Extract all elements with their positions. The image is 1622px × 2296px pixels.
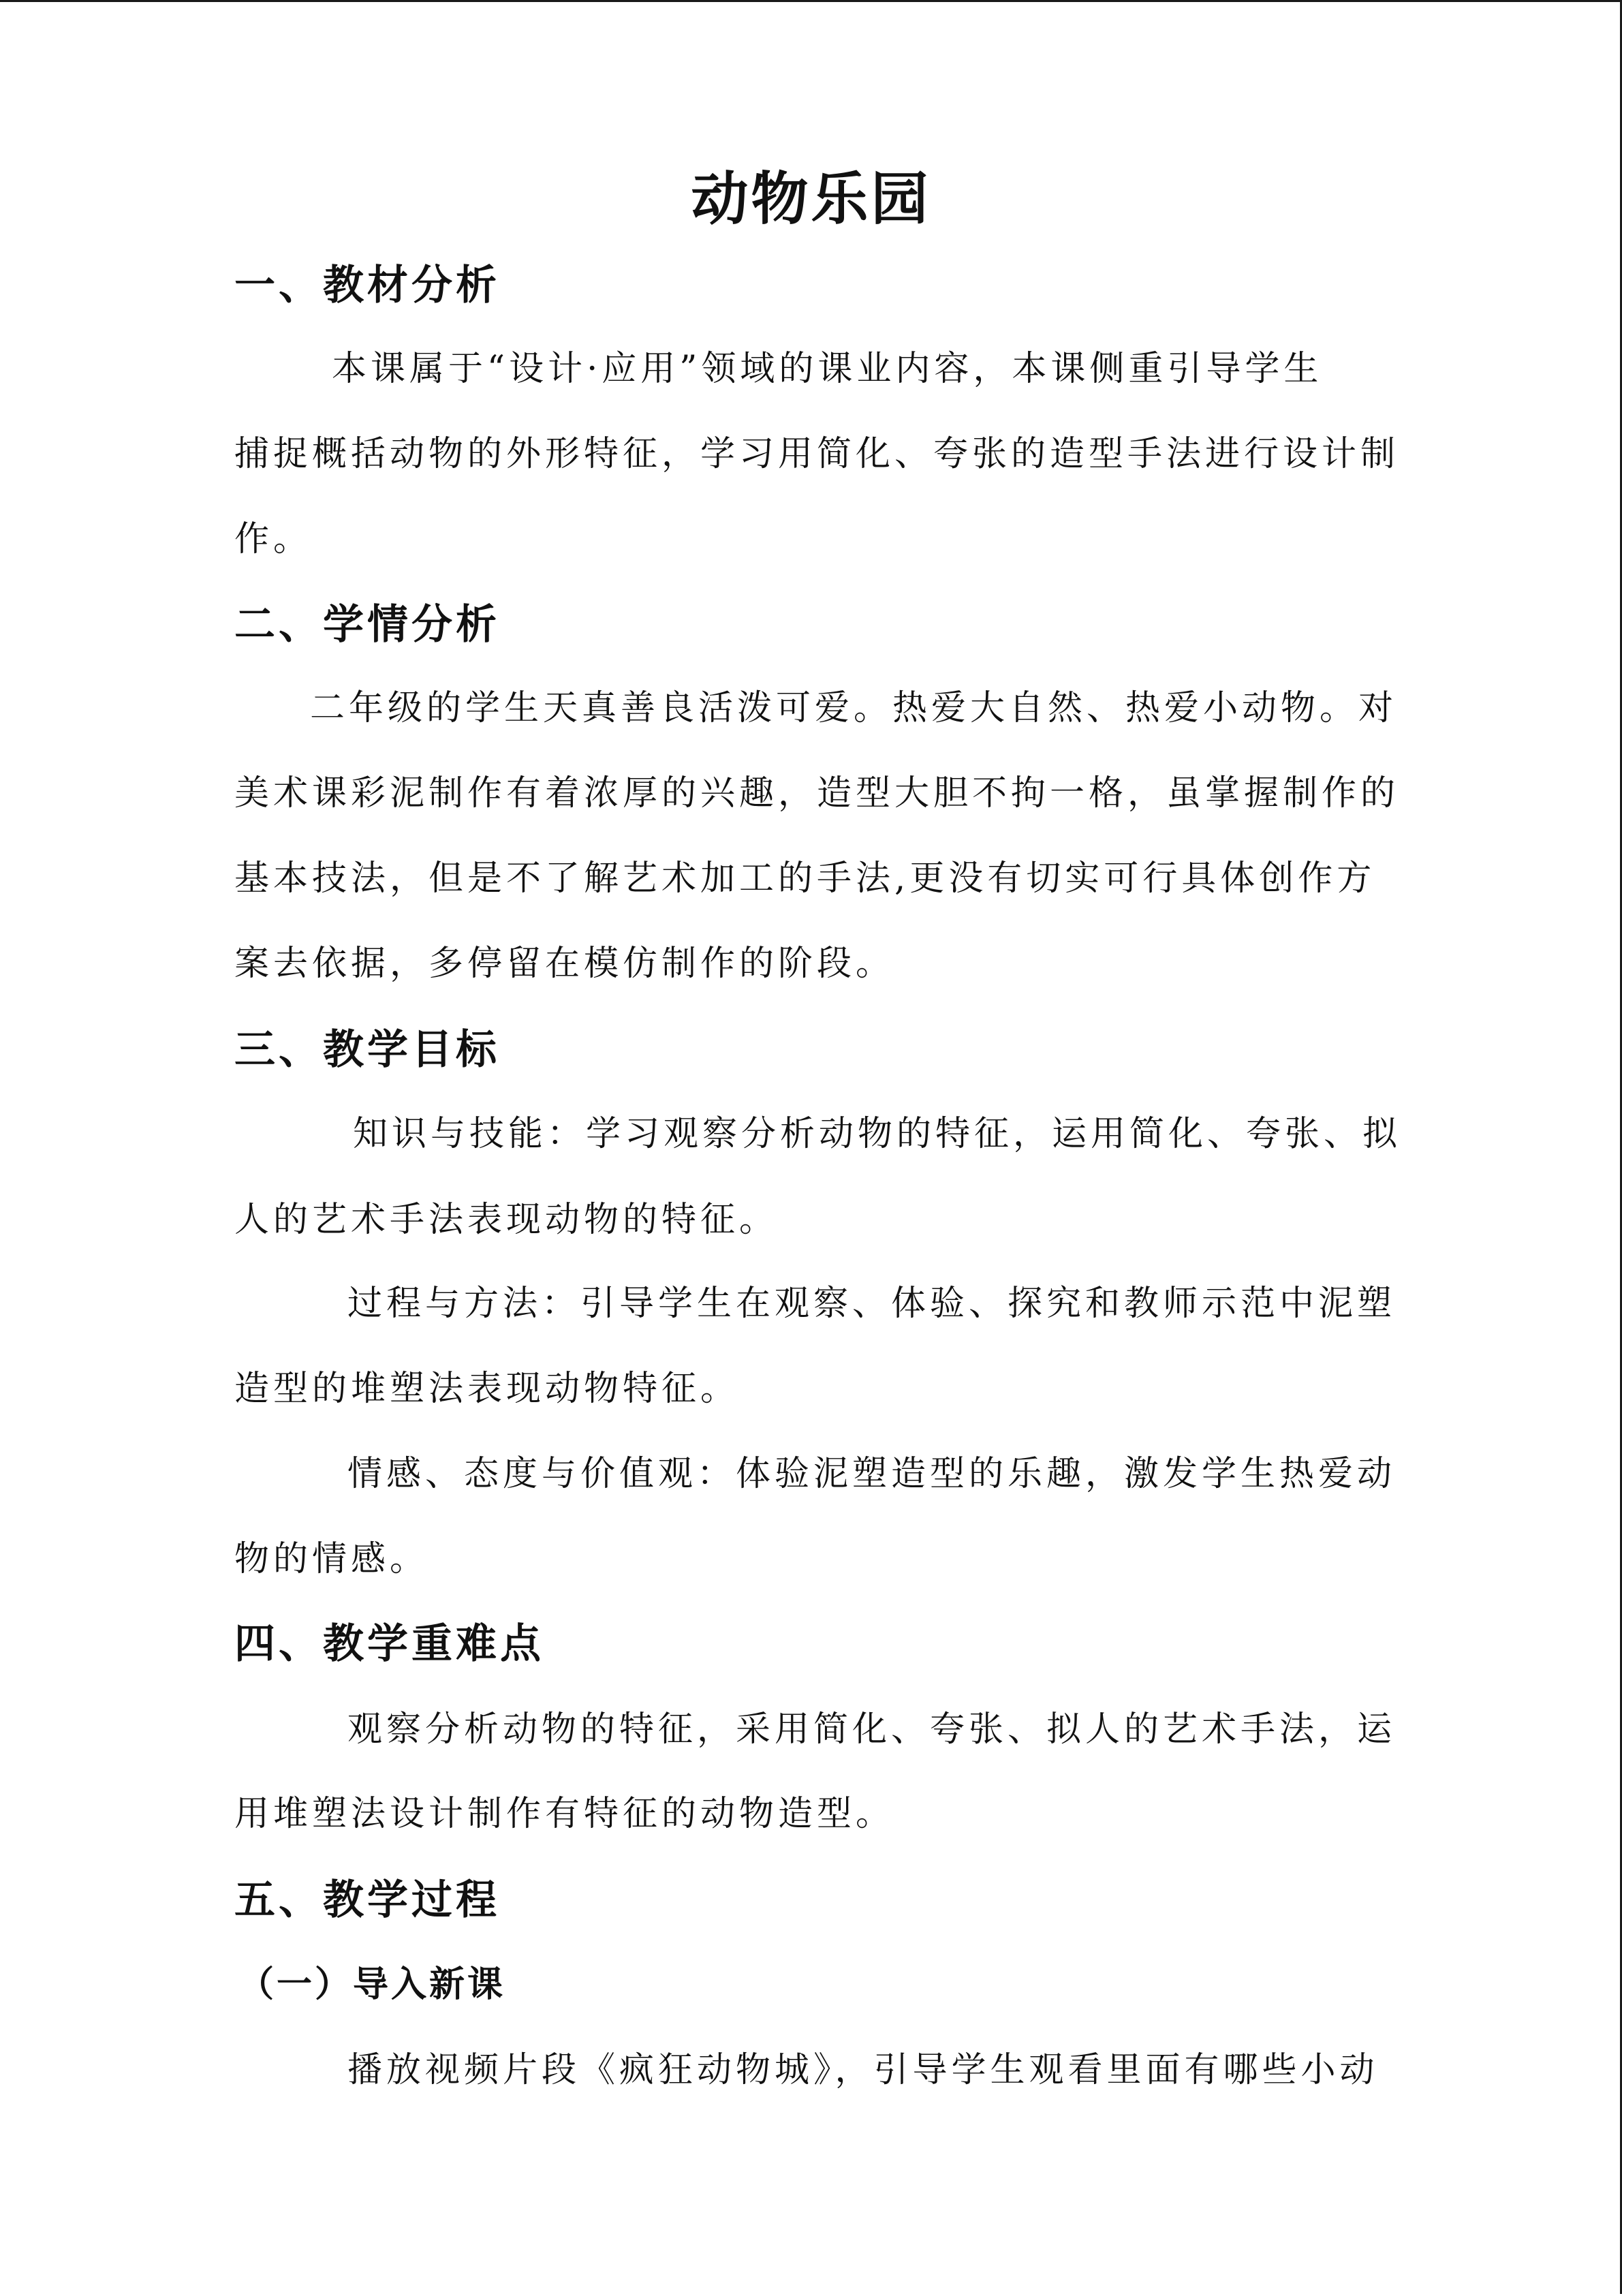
paragraph-line: 观察分析动物的特征，采用简化、夸张、拟人的艺术手法，运	[347, 1709, 1397, 1750]
section-heading-1: 一、教材分析	[234, 262, 500, 309]
paragraph-line: 作。	[234, 519, 313, 559]
section-heading-3: 三、教学目标	[234, 1026, 500, 1074]
paragraph-line: 造型的堆塑法表现动物特征。	[234, 1369, 740, 1409]
section-heading-5: 五、教学过程	[234, 1876, 500, 1924]
paragraph-line: 案去依据，多停留在模仿制作的阶段。	[234, 944, 895, 984]
paragraph-line: 捕捉概括动物的外形特征，学习用简化、夸张的造型手法进行设计制	[234, 434, 1400, 474]
paragraph-line: 用堆塑法设计制作有特征的动物造型。	[234, 1794, 895, 1834]
subsection-heading: （一）导入新课	[238, 1964, 506, 2005]
paragraph-line: 物的情感。	[234, 1539, 429, 1579]
document-title: 动物乐园	[691, 166, 931, 232]
section-heading-4: 四、教学重难点	[234, 1620, 544, 1668]
paragraph-line: 美术课彩泥制作有着浓厚的兴趣，造型大胆不拘一格，虽掌握制作的	[234, 773, 1400, 813]
section-heading-2: 二、学情分析	[234, 601, 500, 649]
paragraph-line: 人的艺术手法表现动物的特征。	[234, 1200, 779, 1240]
paragraph-line: 情感、态度与价值观：体验泥塑造型的乐趣，激发学生热爱动	[347, 1454, 1397, 1494]
document-page	[0, 2, 1622, 2296]
paragraph-line: 基本技法，但是不了解艺术加工的手法,更没有切实可行具体创作方	[234, 858, 1376, 899]
paragraph-line: 二年级的学生天真善良活泼可爱。热爱大自然、热爱小动物。对	[310, 688, 1398, 728]
paragraph-line: 过程与方法：引导学生在观察、体验、探究和教师示范中泥塑	[347, 1284, 1397, 1324]
paragraph-line: 播放视频片段《疯狂动物城》，引导学生观看里面有哪些小动	[347, 2050, 1379, 2090]
paragraph-line: 本课属于“设计·应用”领域的课业内容，本课侧重引导学生	[332, 349, 1323, 389]
paragraph-line: 知识与技能：学习观察分析动物的特征，运用简化、夸张、拟	[353, 1114, 1402, 1154]
